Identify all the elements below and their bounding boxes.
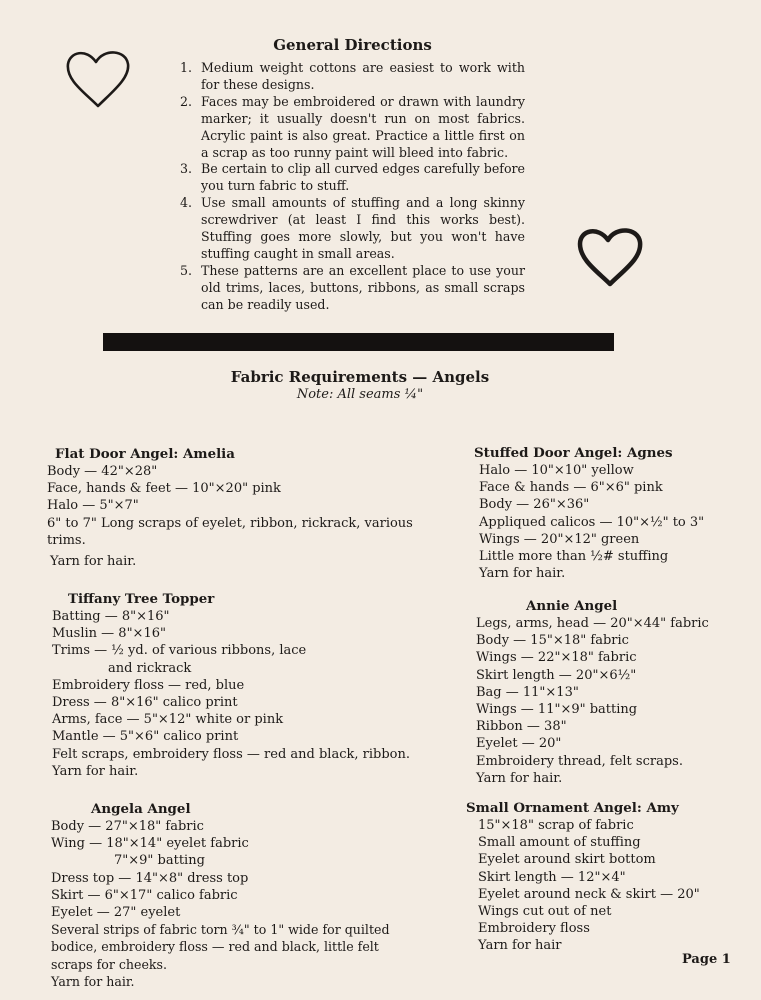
section-tiffany bbox=[52, 590, 412, 780]
requirement-line: Yarn for hair bbox=[478, 938, 562, 954]
section-title: Small Ornament Angel: Amy bbox=[466, 800, 679, 816]
section-title: Stuffed Door Angel: Agnes bbox=[474, 445, 673, 461]
requirement-line: Embroidery floss — red, blue bbox=[52, 677, 245, 693]
requirement-line: Felt scraps, embroidery floss — red and black, ribbon. bbox=[52, 746, 410, 762]
requirement-line: Arms, face — 5"×12" white or pink bbox=[52, 712, 284, 728]
general-directions-title: General Directions bbox=[273, 36, 432, 54]
requirement-line: Yarn for hair. bbox=[476, 770, 563, 786]
requirement-line: Yarn for hair. bbox=[51, 973, 135, 989]
requirement-line: Halo — 10"×10" yellow bbox=[479, 463, 634, 478]
requirement-line: Mantle — 5"×6" calico print bbox=[52, 729, 239, 745]
fabric-requirements-note: Note: All seams ¼" bbox=[296, 387, 424, 402]
section-title: Flat Door Angel: Amelia bbox=[55, 446, 235, 462]
section-annie bbox=[476, 597, 751, 787]
requirement-line: Yarn for hair. bbox=[52, 763, 139, 779]
requirement-line: Body — 27"×18" fabric bbox=[51, 819, 204, 834]
section-amy bbox=[466, 799, 746, 955]
requirement-line: Wings — 22"×18" fabric bbox=[476, 650, 637, 666]
requirement-line: Muslin — 8"×16" bbox=[52, 626, 166, 642]
requirement-line: Skirt length — 20"×6½" bbox=[476, 667, 637, 683]
section-agnes bbox=[476, 444, 746, 582]
requirement-line: Body — 15"×18" fabric bbox=[476, 633, 629, 649]
section-title: Tiffany Tree Topper bbox=[68, 591, 215, 607]
requirement-line: Dress top — 14"×8" dress top bbox=[51, 870, 249, 886]
divider-bar bbox=[103, 333, 614, 351]
requirement-line: Embroidery floss bbox=[478, 921, 590, 937]
requirement-line: Body — 26"×36" bbox=[479, 497, 590, 513]
requirement-line: 15"×18" scrap of fabric bbox=[478, 818, 634, 833]
requirement-line: Wings cut out of net bbox=[478, 904, 612, 920]
requirement-line: and rickrack bbox=[108, 660, 192, 676]
heart-icon bbox=[62, 46, 134, 112]
requirement-line: Face, hands & feet — 10"×20" pink bbox=[47, 481, 281, 497]
requirement-line: 7"×9" batting bbox=[114, 853, 205, 869]
requirement-line: Yarn for hair. bbox=[50, 554, 137, 570]
requirement-line: bodice, embroidery floss — red and black, little felt bbox=[51, 939, 379, 955]
requirement-line: Body — 42"×28" bbox=[47, 464, 158, 479]
requirement-line: Batting — 8"×16" bbox=[52, 609, 170, 624]
section-title: Angela Angel bbox=[91, 801, 191, 817]
requirement-line: Dress — 8"×16" calico print bbox=[52, 695, 238, 711]
requirement-line: Skirt — 6"×17" calico fabric bbox=[51, 887, 238, 903]
requirement-line: Halo — 5"×7" bbox=[47, 498, 139, 514]
requirement-line: Small amount of stuffing bbox=[478, 835, 641, 851]
direction-item: 4. Use small amounts of stuffing and a long skinny screwdriver (at least I find this works best). Stuffing goes more slowly, but you won't have stuffing caught in small areas. bbox=[180, 195, 525, 261]
requirement-line: Wings — 20"×12" green bbox=[479, 531, 640, 547]
requirement-line: trims. bbox=[47, 532, 86, 548]
requirement-line: Little more than ½# stuffing bbox=[479, 549, 669, 565]
section-angela bbox=[51, 800, 411, 990]
page-number: Page 1 bbox=[682, 952, 731, 967]
requirement-line: Yarn for hair. bbox=[479, 566, 566, 582]
requirement-line: Face & hands — 6"×6" pink bbox=[479, 480, 663, 496]
requirement-line: Eyelet around skirt bottom bbox=[478, 852, 656, 868]
requirement-line: Wings — 11"×9" batting bbox=[476, 702, 638, 718]
requirement-line: Wing — 18"×14" eyelet fabric bbox=[51, 836, 249, 852]
requirement-line: Legs, arms, head — 20"×44" fabric bbox=[476, 616, 709, 631]
general-directions-list bbox=[180, 60, 525, 314]
requirement-line: Several strips of fabric torn ¾" to 1" wide for quilted bbox=[51, 922, 390, 938]
direction-item: 2. Faces may be embroidered or drawn with laundry marker; it usually doesn't run on most fabrics. Acrylic paint is also great. Practice a little first on a scrap as too runny paint will bleed into fabric. bbox=[180, 93, 525, 160]
direction-item: 3. Be certain to clip all curved edges carefully before you turn fabric to stuff. bbox=[180, 161, 525, 194]
requirement-line: Appliqued calicos — 10"×½" to 3" bbox=[479, 514, 705, 530]
direction-item: 5. These patterns are an excellent place to use your old trims, laces, buttons, ribbons, as small scraps can be readily used. bbox=[180, 262, 525, 312]
requirement-line: scraps for cheeks. bbox=[51, 956, 168, 972]
requirement-line: Embroidery thread, felt scraps. bbox=[476, 753, 683, 769]
requirement-line: Trims — ½ yd. of various ribbons, lace bbox=[52, 643, 307, 659]
requirement-line: Eyelet — 20" bbox=[476, 736, 562, 752]
section-title: Annie Angel bbox=[526, 598, 618, 614]
heart-icon bbox=[574, 222, 646, 292]
requirement-line: Ribbon — 38" bbox=[476, 719, 567, 735]
requirement-line: Skirt length — 12"×4" bbox=[478, 869, 626, 885]
direction-item: 1. Medium weight cottons are easiest to work with for these designs. bbox=[180, 60, 525, 92]
fabric-requirements-title: Fabric Requirements — Angels bbox=[230, 368, 490, 386]
requirement-line: Eyelet — 27" eyelet bbox=[51, 905, 181, 921]
section-amelia bbox=[47, 445, 427, 570]
requirement-line: Eyelet around neck & skirt — 20" bbox=[478, 886, 700, 902]
requirement-line: 6" to 7" Long scraps of eyelet, ribbon, rickrack, various bbox=[47, 515, 413, 531]
requirement-line: Bag — 11"×13" bbox=[476, 684, 579, 700]
